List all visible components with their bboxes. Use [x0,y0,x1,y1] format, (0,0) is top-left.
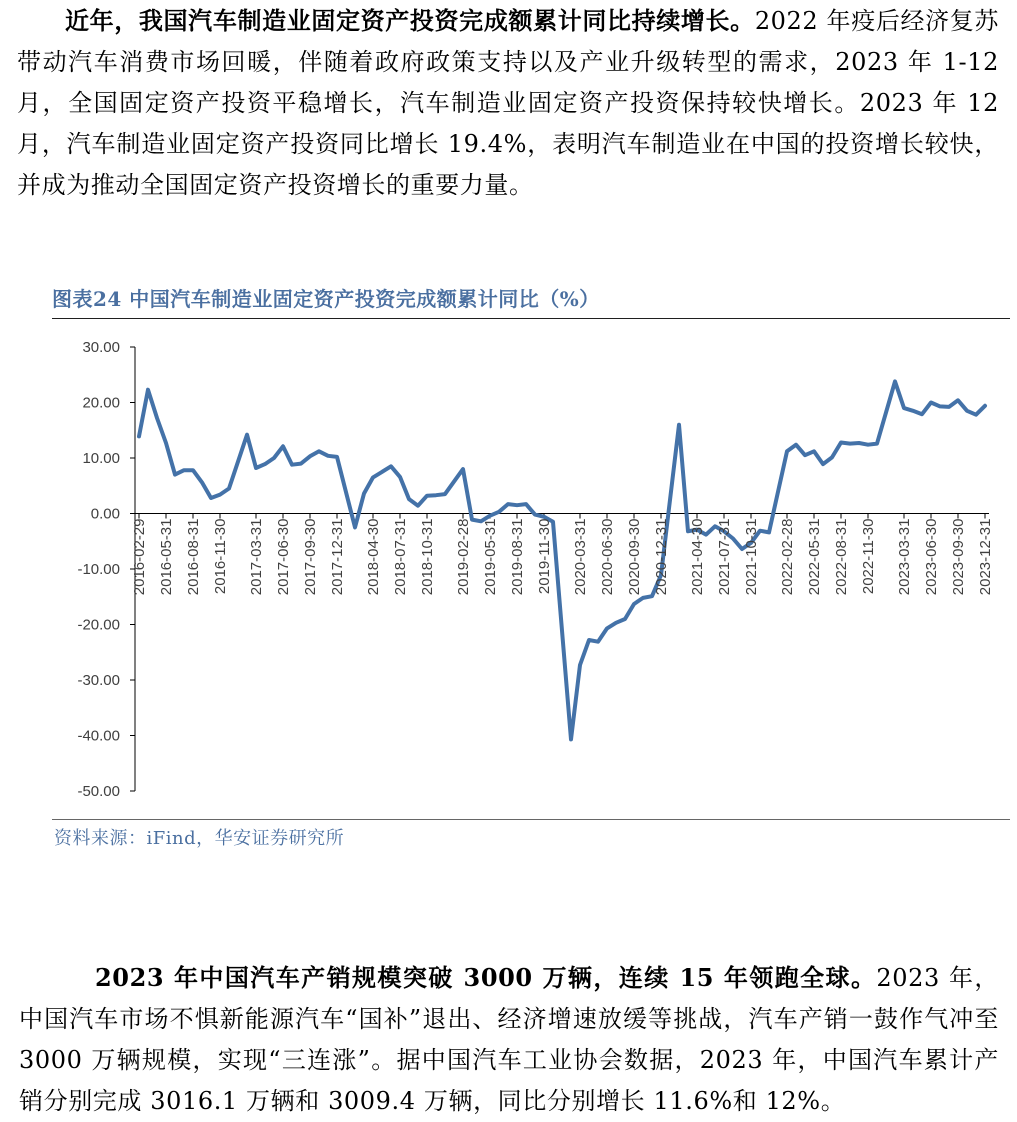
y-tick-label: 30.00 [82,339,120,356]
x-tick-label: 2018-04-30 [365,518,382,596]
x-tick-label: 2020-12-31 [653,518,670,596]
figure-bottom-divider [52,819,1010,820]
data-point [182,469,185,472]
data-point [794,443,797,446]
x-tick-label: 2022-08-31 [833,518,850,596]
data-point [902,407,905,410]
data-point [911,409,914,412]
data-point [155,416,158,419]
data-point [254,466,257,469]
intro-paragraph [17,0,999,206]
data-point [587,638,590,641]
y-tick-label: -50.00 [77,783,120,800]
line-chart [52,322,1010,818]
x-tick-label: 2017-12-31 [329,518,346,596]
data-point [146,388,149,391]
data-point [362,492,365,495]
production-paragraph-body: 2023 年，中国汽车市场不惧新能源汽车“国补”退出、经济增速放缓等挑战，汽车产销一鼓作气冲至 3000 万辆规模，实现“三连涨”。据中国汽车工业协会数据，2023 年，中国汽车累计产销分别完成 3016.1 万辆和 3009.4 万辆，同比分别增长 11.6%和 12%。 [19,964,999,1115]
x-tick-label: 2023-12-31 [977,518,994,596]
data-point [317,450,320,453]
x-tick-label: 2016-02-29 [131,518,148,596]
data-point [164,441,167,444]
x-tick-label: 2019-05-31 [482,518,499,596]
x-tick-label: 2019-11-30 [536,518,553,595]
x-tick-label: 2022-11-30 [860,518,877,595]
x-tick-label: 2017-09-30 [302,518,319,596]
x-tick-label: 2023-03-31 [896,518,913,596]
y-tick-label: 0.00 [90,505,120,523]
x-tick-label: 2020-09-30 [626,518,643,596]
data-point [596,640,599,643]
y-tick-label: -40.00 [77,727,120,745]
data-point [965,409,968,412]
data-point [407,498,410,501]
production-paragraph [19,957,999,1122]
data-point [893,380,896,383]
data-point [434,494,437,497]
x-tick-label: 2021-04-30 [689,518,706,596]
data-point [389,465,392,468]
data-point [848,442,851,445]
data-point [974,413,977,416]
x-tick-label: 2019-08-31 [509,518,526,596]
data-point [569,738,572,741]
data-point [137,435,140,438]
caption-divider [52,318,1010,319]
data-point [218,493,221,496]
x-tick-labels [131,519,994,596]
intro-paragraph-lead: 近年，我国汽车制造业固定资产投资完成额累计同比持续增长。 [65,6,755,35]
x-tick-label: 2022-05-31 [806,518,823,596]
data-point [632,602,635,605]
data-point [515,504,518,507]
data-point [173,473,176,476]
data-point [614,621,617,624]
data-point [767,531,770,534]
x-tick-label: 2017-06-30 [275,518,292,596]
data-point [335,455,338,458]
data-point [281,445,284,448]
y-tick-label: 10.00 [82,450,120,467]
intro-paragraph-body: 2022 年疫后经济复苏带动汽车消费市场回暖，伴随着政府政策支持以及产业升级转型的需求，2023 年 1-12 月，全国固定资产投资平稳增长，汽车制造业固定资产投资保持较快增长。2023 年 12 月，汽车制造业固定资产投资同比增长 19.4%，表明汽车制造业在中国的投资增长较快，并成为推动全国固定资产投资增长的重要力量。 [17,7,999,199]
y-tick-label: 20.00 [82,394,120,412]
data-point [191,469,194,472]
data-point [803,454,806,457]
data-point [947,405,950,408]
data-point [839,441,842,444]
data-point [920,413,923,416]
data-point [209,496,212,499]
data-point [785,450,788,453]
data-point [542,515,545,518]
data-point [497,510,500,513]
figure-source: 资料来源：iFind，华安证券研究所 [54,828,345,849]
y-tick-label: -30.00 [77,672,120,689]
data-point [857,441,860,444]
data-point [821,463,824,466]
data-point [875,442,878,445]
data-point [623,617,626,620]
x-tick-label: 2019-02-28 [455,518,472,596]
data-point [308,455,311,458]
data-point [929,401,932,404]
x-tick-label: 2016-05-31 [158,518,175,596]
x-axis [135,514,989,519]
data-point [353,526,356,529]
x-tick-label: 2021-07-31 [716,518,733,596]
data-point [506,503,509,506]
data-point [200,481,203,484]
data-point [956,399,959,402]
data-point [425,494,428,497]
x-tick-label: 2016-11-30 [212,518,229,595]
data-point [245,433,248,436]
production-paragraph-lead: 2023 年中国汽车产销规模突破 3000 万辆，连续 15 年领跑全球。 [95,963,877,992]
y-tick-label: -10.00 [77,561,120,578]
y-axis [77,339,135,800]
data-point [983,404,986,407]
data-point [227,487,230,490]
data-point [398,475,401,478]
data-point [488,514,491,517]
data-point [866,443,869,446]
data-point [263,463,266,466]
x-tick-label: 2018-10-31 [419,518,436,596]
data-point [299,462,302,465]
data-point [380,470,383,473]
data-point [677,423,680,426]
data-point [443,493,446,496]
data-point [938,405,941,408]
x-tick-label: 2016-08-31 [185,518,202,596]
x-tick-label: 2020-03-31 [572,518,589,596]
x-tick-label: 2022-02-28 [779,518,796,596]
figure-caption: 图表24 中国汽车制造业固定资产投资完成额累计同比（%） [52,287,600,311]
data-point [326,454,329,457]
data-point [524,503,527,506]
data-point [290,463,293,466]
data-point [641,596,644,599]
x-tick-label: 2017-03-31 [248,518,265,596]
data-point [461,468,464,471]
data-point [830,456,833,459]
data-point [371,476,374,479]
y-tick-label: -20.00 [77,616,120,634]
data-point [812,450,815,453]
data-point [578,663,581,666]
x-tick-label: 2023-09-30 [950,518,967,596]
series-line [139,381,985,739]
data-point [605,627,608,630]
data-point [416,504,419,507]
x-tick-label: 2020-06-30 [599,518,616,596]
data-point [272,456,275,459]
x-tick-label: 2018-07-31 [392,518,409,596]
data-point [533,513,536,516]
x-tick-label: 2021-10-31 [743,518,760,596]
x-tick-label: 2023-06-30 [923,518,940,596]
